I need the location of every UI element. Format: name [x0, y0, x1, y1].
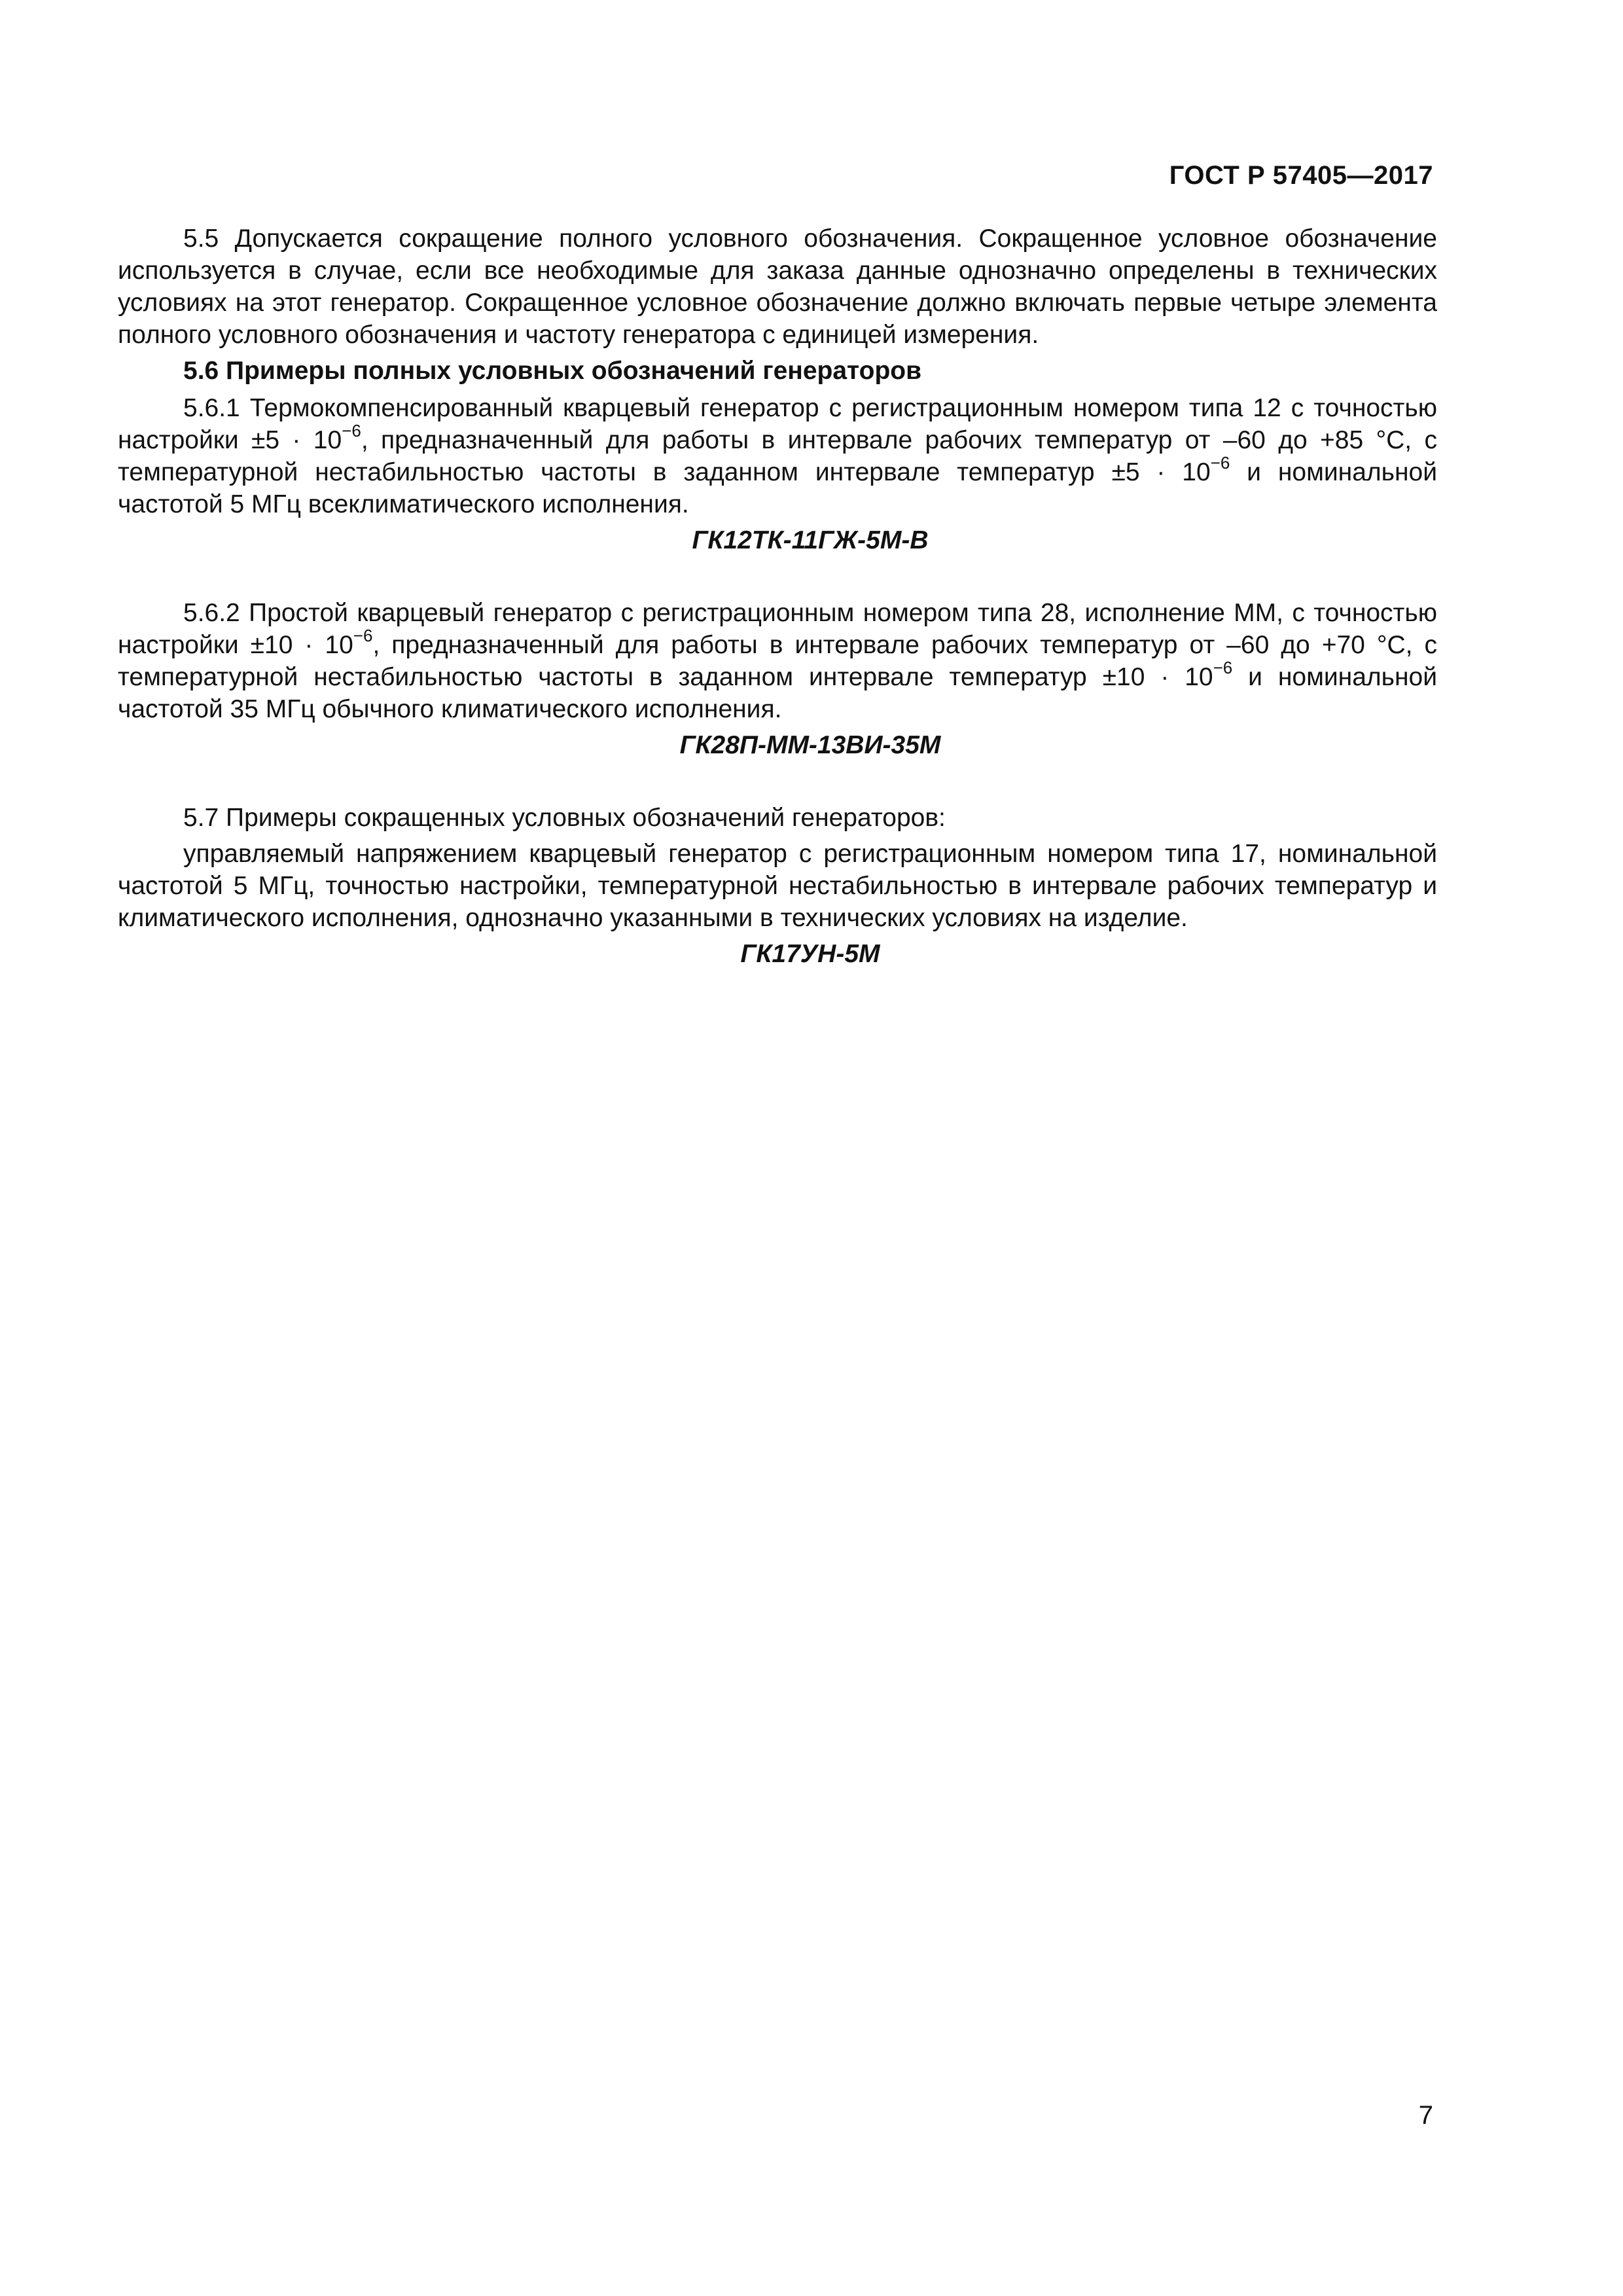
paragraph-5-6-1-part-a: 5.6.1 Термокомпенсированный кварцевый генератор с регистрационным номером типа 12 с точностью настройки ±5 · 10: [118, 394, 1437, 454]
page-number: 7: [1418, 2101, 1433, 2130]
paragraph-5-5: 5.5 Допускается сокращение полного условного обозначения. Сокращенное условное обозначение используется в случае, если все необходимые для заказа данные однозначно определены в технических условиях на этот генератор. Сокращенное условное обозначение должно включать первые четыре элемента полного условного обозначения и частоту генератора с единицей измерения.: [118, 224, 1437, 349]
exponent: −6: [353, 626, 373, 645]
page-content: [118, 223, 1437, 1011]
paragraph-5-6-2: [118, 597, 1437, 725]
paragraph-5-6-1: [118, 392, 1437, 520]
document-id-header: ГОСТ Р 57405—2017: [1169, 161, 1433, 190]
paragraph-5-6-2-part-c: и номинальной частотой 35 МГц обычного климатического исполнения.: [118, 663, 1437, 723]
exponent: −6: [1213, 658, 1233, 677]
heading-5-6: 5.6 Примеры полных условных обозначений генераторов: [183, 357, 922, 385]
designation-example-3: ГК17УН-5М: [740, 940, 880, 968]
paragraph-5-6-1-part-b: , предназначенный для работы в интервале рабочих температур от –60 до +85 °С, с температурной нестабильностью частоты в заданном интервале температур ±5 · 10: [118, 426, 1437, 486]
paragraph-5-6-2-part-b: , предназначенный для работы в интервале рабочих температур от –60 до +70 °С, с температурной нестабильностью частоты в заданном интервале температур ±10 · 10: [118, 631, 1437, 691]
designation-example-2: ГК28П-ММ-13ВИ-35М: [679, 731, 941, 759]
paragraph-5-7: 5.7 Примеры сокращенных условных обозначений генераторов:: [183, 804, 946, 832]
paragraph-5-6-2-part-a: 5.6.2 Простой кварцевый генератор с регистрационным номером типа 28, исполнение ММ, с точностью настройки ±10 · 10: [118, 599, 1437, 659]
paragraph-5-6-1-part-c: и номинальной частотой 5 МГц всеклиматического исполнения.: [118, 458, 1437, 518]
paragraph-5-7-body: управляемый напряжением кварцевый генератор с регистрационным номером типа 17, номинальной частотой 5 МГц, точностью настройки, температурной нестабильностью в интервале рабочих температур и климатического исполнения, однозначно указанными в технических условиях на изделие.: [118, 840, 1437, 932]
exponent: −6: [1210, 453, 1230, 473]
designation-example-1: ГК12ТК-11ГЖ-5М-В: [692, 526, 929, 554]
exponent: −6: [342, 421, 361, 440]
